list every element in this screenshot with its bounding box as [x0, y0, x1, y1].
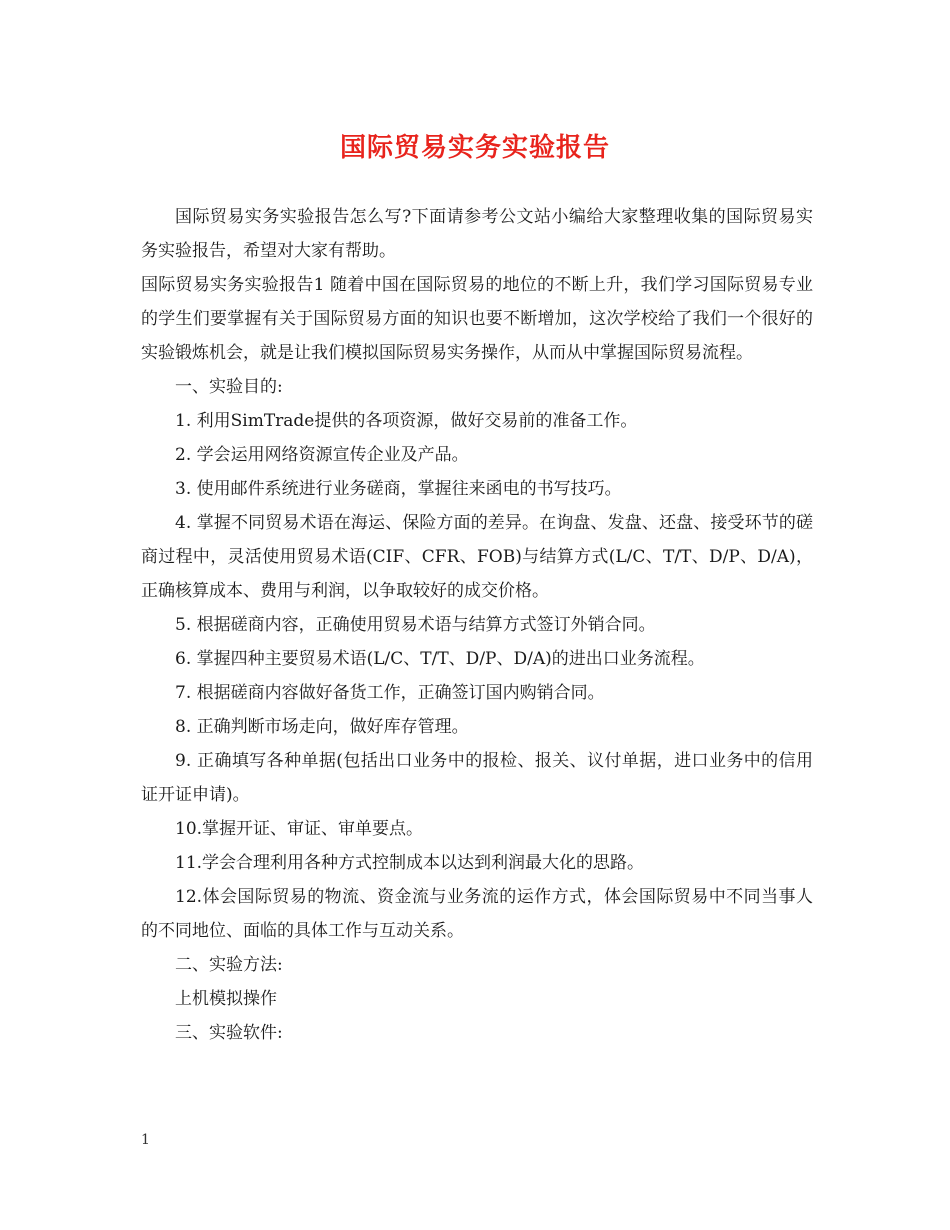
list-item: 7. 根据磋商内容做好备货工作，正确签订国内购销合同。: [175, 683, 605, 703]
section-heading-method: 二、实验方法:: [175, 955, 283, 975]
section-heading-software: 三、实验软件:: [175, 1023, 283, 1043]
list-item: 2. 学会运用网络资源宣传企业及产品。: [175, 445, 469, 465]
document-title: 国际贸易实务实验报告: [339, 133, 610, 163]
list-item: 11.学会合理利用各种方式控制成本以达到利润最大化的思路。: [175, 853, 645, 873]
report-paragraph: 国际贸易实务实验报告1 随着中国在国际贸易的地位的不断上升，我们学习国际贸易专业的学生们要掌握有关于国际贸易方面的知识也要不断增加，这次学校给了我们一个很好的实验锻炼机会，就是让我们模拟国际贸易实务操作，从而从中掌握国际贸易流程。: [141, 275, 813, 363]
list-item: 6. 掌握四种主要贸易术语(L/C、T/T、D/P、D/A)的进出口业务流程。: [175, 649, 705, 669]
document-body: [141, 200, 813, 1050]
page-number: 1: [141, 1132, 150, 1148]
list-item: 4. 掌握不同贸易术语在海运、保险方面的差异。在询盘、发盘、还盘、接受环节的磋商过程中，灵活使用贸易术语(CIF、CFR、FOB)与结算方式(L/C、T/T、D/P、D/A)，正确核算成本、费用与利润，以争取较好的成交价格。: [141, 513, 813, 601]
intro-paragraph: 国际贸易实务实验报告怎么写?下面请参考公文站小编给大家整理收集的国际贸易实务实验报告，希望对大家有帮助。: [141, 207, 813, 261]
list-item: 5. 根据磋商内容，正确使用贸易术语与结算方式签订外销合同。: [175, 615, 656, 635]
list-item: 10.掌握开证、审证、审单要点。: [175, 819, 424, 839]
list-item: 9. 正确填写各种单据(包括出口业务中的报检、报关、议付单据，进口业务中的信用证开证申请)。: [141, 751, 813, 805]
list-item: 8. 正确判断市场走向，做好库存管理。: [175, 717, 469, 737]
list-item: 12.体会国际贸易的物流、资金流与业务流的运作方式，体会国际贸易中不同当事人的不同地位、面临的具体工作与互动关系。: [141, 887, 813, 941]
list-item: 1. 利用SimTrade提供的各项资源，做好交易前的准备工作。: [175, 411, 638, 431]
section-heading-purpose: 一、实验目的:: [175, 377, 283, 397]
list-item: 3. 使用邮件系统进行业务磋商，掌握往来函电的书写技巧。: [175, 479, 622, 499]
method-text: 上机模拟操作: [175, 989, 277, 1009]
